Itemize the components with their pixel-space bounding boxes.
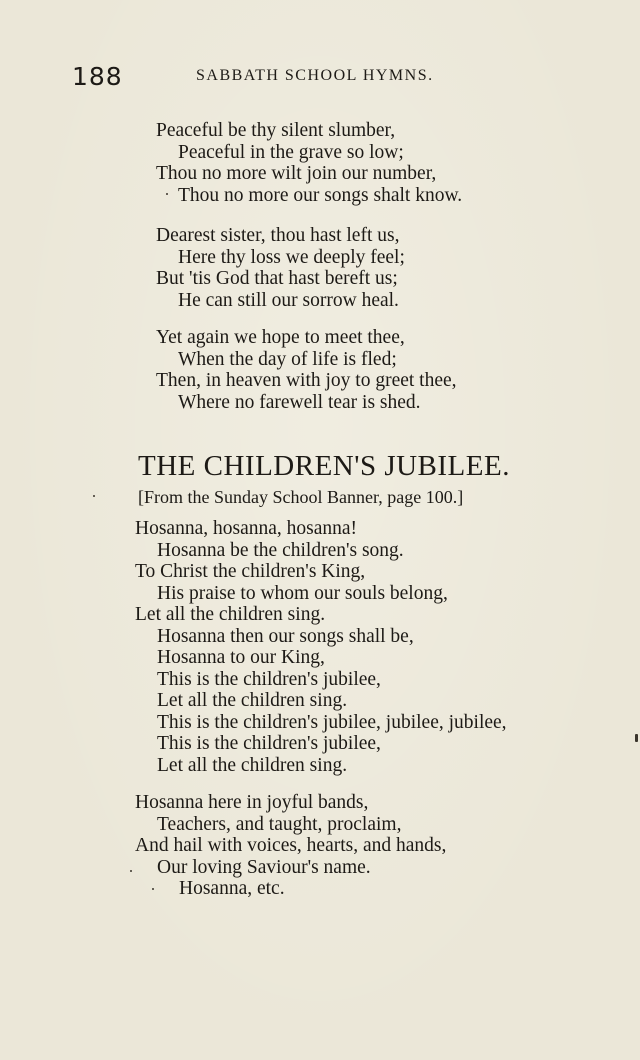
verse-line: Let all the children sing. [135,604,326,625]
verse-line: Thou no more our songs shalt know. [178,184,463,206]
verse-line: Hosanna, hosanna, hosanna! [135,518,358,539]
verse-line: Then, in heaven with joy to greet thee, [156,370,457,391]
verse-line: Hosanna to our King, [157,647,325,668]
verse-line: He can still our sorrow heal. [178,289,399,311]
verse-line: Let all the children sing. [157,754,348,776]
verse-line: This is the children's jubilee, jubilee, jubilee, [157,711,507,733]
print-speck [635,734,638,742]
previous-hymn-stanza-2 [156,225,405,311]
verse-line: This is the children's jubilee, [157,733,381,754]
print-speck [93,495,95,497]
verse-line: This is the children's jubilee, [157,668,381,690]
verse-line: To Christ the children's King, [135,561,366,582]
verse-line: Thou no more wilt join our number, [156,163,437,184]
hymn-stanza-1 [135,518,507,776]
print-speck [152,888,154,890]
verse-line: Peaceful be thy silent slumber, [156,120,396,141]
verse-line: Teachers, and taught, proclaim, [157,813,402,835]
verse-line: And hail with voices, hearts, and hands, [135,835,447,856]
verse-line: Our loving Saviour's name. [157,856,371,878]
verse-line: Let all the children sing. [157,690,348,711]
previous-hymn-stanza-1 [156,120,462,206]
verse-line: Hosanna here in joyful bands, [135,792,369,813]
verse-line: Here thy loss we deeply feel; [178,246,405,268]
previous-hymn-stanza-3 [156,327,457,413]
print-speck [130,870,132,872]
verse-line: Dearest sister, thou hast left us, [156,225,400,246]
verse-line: Yet again we hope to meet thee, [156,327,405,348]
hymn-title: THE CHILDREN'S JUBILEE. [138,450,510,482]
verse-line: His praise to whom our souls belong, [157,582,448,604]
running-head: SABBATH SCHOOL HYMNS. [196,67,434,84]
verse-line: Where no farewell tear is shed. [178,391,421,413]
verse-line: But 'tis God that hast bereft us; [156,268,398,289]
verse-line: Hosanna, etc. [179,878,285,899]
print-speck [166,193,168,195]
hymn-source-note: [From the Sunday School Banner, page 100.] [138,487,464,507]
verse-line: Hosanna then our songs shall be, [157,625,414,647]
page-number: 188 [72,62,123,91]
hymn-stanza-2 [135,792,446,900]
verse-line: Peaceful in the grave so low; [178,141,404,163]
verse-line: When the day of life is fled; [178,348,397,370]
verse-line: Hosanna be the children's song. [157,539,404,561]
